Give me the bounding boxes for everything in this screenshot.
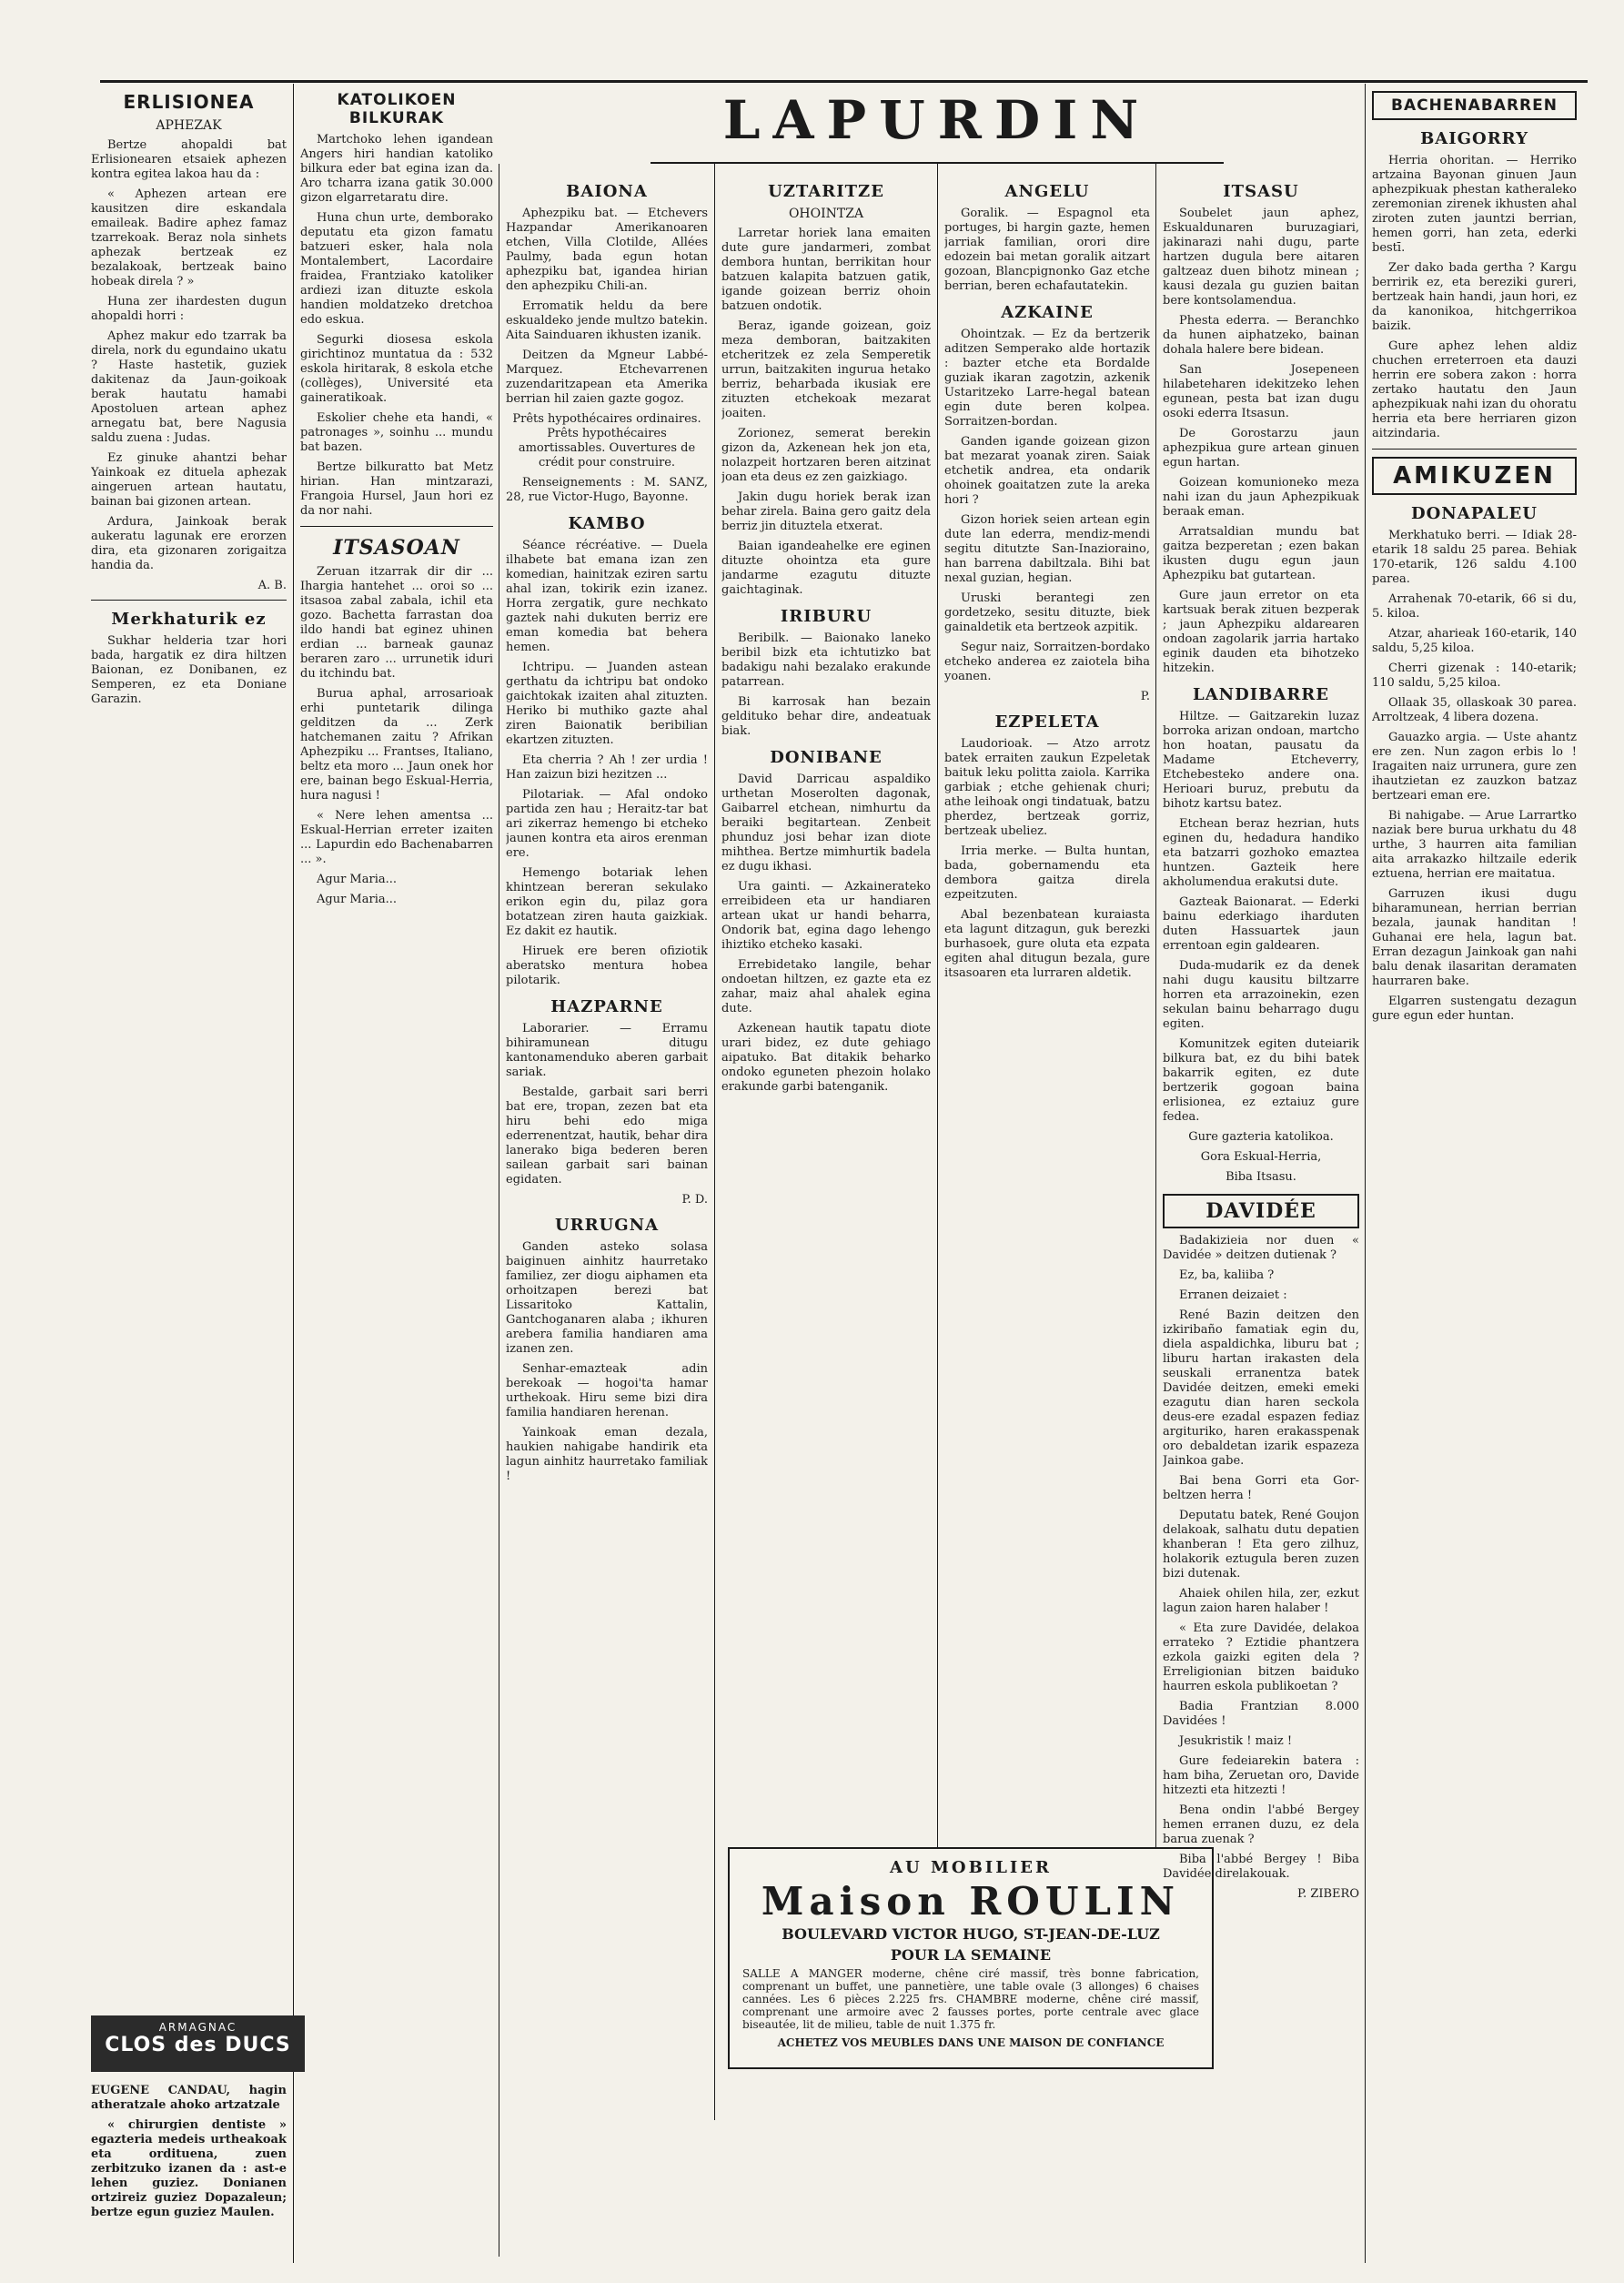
divider	[1372, 449, 1577, 450]
paragraph: San Josepeneen hilabeteharen idekitzeko lehen egunean, pesta bat izan dugu osoki ederra Itsasun.	[1163, 363, 1359, 420]
paragraph: Gazteak Baionarat. — Ederki bainu ederkiago iharduten duten Hassuartek jaun errentoan egin galdearen.	[1163, 895, 1359, 953]
paragraph: Segurki diosesa eskola girichtinoz muntatua da : 532 eskola hiritarak, 8 eskola etche (collèges), Université eta gaineratikoak.	[300, 333, 493, 405]
paragraph: Yainkoak eman dezala, haukien nahigabe handirik eta lagun ainhitz haurretako familiak !	[506, 1426, 708, 1483]
paragraph: Huna chun urte, demborako deputatu eta gizon famatu batzueri esker, hala nola Montalembert, Lacordaire fraidea, Frantziako katoliker ardiezi izan dituzte eskola handien moldatzeko dretchoa edo eskua.	[300, 211, 493, 327]
section-title-bachenabarren: BACHENABARREN	[1372, 91, 1577, 120]
ad-week: POUR LA SEMAINE	[890, 1946, 1052, 1964]
paragraph: Komunitzek egiten duteiarik bilkura bat, ez du bihi batek bakarrik egiten, ez dute bertzerik gogoan baina erlisionea, ez eztaiuz gure fedea.	[1163, 1037, 1359, 1124]
paragraph: Eskolier chehe eta handi, « patronages », soinhu ... mundu bat bazen.	[300, 411, 493, 454]
column-katolikoen-bilkurak	[300, 91, 493, 2257]
section-title-itsasu: ITSASU	[1223, 182, 1299, 201]
paragraph: Bai bena Gorri eta Gor-beltzen herra !	[1163, 1474, 1359, 1502]
paragraph: Gure aphez lehen aldiz chuchen erreterroen eta dauzi herrin ere sobera zakon : horra zertako hautatu den Jaun aphezpikuak nahi izan du ohoratu herria eta bere herriaren gizon aitzindaria.	[1372, 339, 1577, 440]
paragraph: René Bazin deitzen den izkiribaño famatiak egin du, diela aspaldichka, liburu bat ; liburu hartan irakasten dela seuskali erranentza batek Davidée deitzen, emeki emeki ezagutu dian haren seckola deus-ere ezadal espazen fediaz argituriko, haren erakasspenak oro debaldetan izarik espazeza Jainkoa gabe.	[1163, 1308, 1359, 1468]
section-title-angelu: ANGELU	[1004, 182, 1090, 201]
paragraph: Aphez makur edo tzarrak ba direla, nork du egundaino ukatu ? Haste hastetik, guziek dakitenaz da Jaun-goikoak berak hautatu hamabi Apostoluen artean aphez arnegatu bat, bere Nagusia saldu zuena : Judas.	[91, 329, 287, 445]
paragraph: Zeruan itzarrak dir dir ... Ihargia hantehet ... oroi so ... itsasoa zabal zabala, ichil eta gozo. Bachetta farrastan doa ildo handi bat eginez uhinen erdian ... barneak gaunaz beraren zaro ... urrunetik iduri du itchindu bat.	[300, 565, 493, 681]
paragraph: Herria ohoritan. — Herriko artzaina Bayonan ginuen Jaun aphezpikuak phestan katheraleko zeremonian zirenek ikhusten ahal ziroten zuten jauntzi berrian, hemen gorri, han zeta, ederki bestī.	[1372, 154, 1577, 255]
paragraph: David Darricau aspaldiko urthetan Moserolten dagonak, Gaibarrel etchean, nimhurtu da beraiki begitartean. Zenbeit phunduz josi behar izan diote mihthea. Bertze mimhurtik badela ez dugu ikhasi.	[721, 773, 931, 874]
paragraph: Larretar horiek lana emaiten dute gure jandarmeri, zombat dembora huntan, berrikitan hour batzuen kalapita batzuen gatik, igande goizean berriz ohoin batzuen ondotik.	[721, 227, 931, 313]
paragraph: Gizon horiek seien artean egin dute lan ederra, mendiz-mendi segitu ditutzte San-Inazioraino, han barrena dabiltzala. Bihi bat nexal guzian, hegian.	[944, 513, 1150, 585]
ad-footer: ACHETEZ VOS MEUBLES DANS UNE MAISON DE CONFIANCE	[777, 2036, 1165, 2049]
paragraph: Bertze bilkuratto bat Metz hirian. Han mintzarazi, Frangoia Hursel, Jaun hori ez da nor nahi.	[300, 460, 493, 518]
paragraph: Elgarren sustengatu dezagun gure egun eder huntan.	[1372, 995, 1577, 1023]
column-rule	[1155, 164, 1156, 1847]
section-title-merkhaturik: Merkhaturik ez	[111, 610, 267, 629]
paragraph: Bena ondin l'abbé Bergey hemen erranen duzu, ez dela barua zuenak ?	[1163, 1803, 1359, 1846]
column-erlisionea	[91, 91, 287, 2011]
paragraph: Cherri gizenak : 140-etarik; 110 saldu, 5,25 kiloa.	[1372, 662, 1577, 690]
paragraph: Hiruek ere beren ofiziotik aberatsko mentura hobea pilotarik.	[506, 945, 708, 987]
section-title-urrugna: URRUGNA	[554, 1216, 660, 1235]
column-rule	[714, 164, 715, 2120]
ad-body: « chirurgien dentiste » egazteria medeis urtheakoak eta ordituena, zuen zerbitzuko izanen da : ast-e lehen guziez. Donianen ortzireiz guziez Dopazaleun; bertze egun guziez Maulen.	[91, 2118, 287, 2219]
paragraph: Ura gainti. — Azkainerateko erreibideen eta ur handiaren artean ukat ur handi beharra, Ondorik bat, egina dago lehengo ihiztiko etcheko kasaki.	[721, 880, 931, 952]
paragraph: Ardura, Jainkoak berak aukeratu lagunak ere erorzen dira, eta gizonaren zorigaitza handia da.	[91, 515, 287, 572]
paragraph: Ollaak 35, ollaskoak 30 parea. Arroltzeak, 4 libera dozena.	[1372, 696, 1577, 724]
paragraph: Zer dako bada gertha ? Kargu berririk ez, eta bereziki gureri, bertzeak hain handi, jaun hori, ez da kanonikoa, hitchgerrikoa baizik.	[1372, 261, 1577, 333]
paragraph: Ganden igande goizean gizon bat mezarat yoanak ziren. Saiak etchetik andrea, eta ondarik ohoinek goaitatzen zute la areka hori ?	[944, 435, 1150, 507]
candau-ad	[91, 2084, 287, 2257]
column-angelu	[944, 173, 1150, 1838]
column-uztaritze	[721, 173, 931, 1838]
paragraph: « Eta zure Davidée, delakoa errateko ? Eztidie phantzera ezkola gaizki egiten dela ? Erreligionian bitzen baiduko haurren eskola publikoetan ?	[1163, 1621, 1359, 1693]
paragraph: Gure gazteria katolikoa.	[1188, 1130, 1334, 1144]
armagnac-ad	[91, 2015, 305, 2072]
maison-roulin-ad	[728, 1847, 1214, 2069]
paragraph: Laudorioak. — Atzo arrotz batek erraiten zaukun Ezpeletak baituk leku politta zaiola. Karrika garbiak ; etche gehienak churi; athe leihoak ongi tindatuak, batzu pherdez, bertzeak gorriz, bertzeak ubeliez.	[944, 737, 1150, 838]
section-title-davidee: DAVIDÉE	[1163, 1194, 1359, 1228]
paragraph: Errebidetako langile, behar ondoetan hiltzen, ez gazte eta ez zahar, maiz ahal ahalek egina dute.	[721, 958, 931, 1015]
paragraph: Gora Eskual-Herria,	[1200, 1150, 1322, 1164]
paragraph: Zorionez, semerat berekin gizon da, Azkenean hek jon eta, nolazpeit hortzaren beren aitzinat joan eta deus ez zen gaizkiago.	[721, 427, 931, 484]
paragraph: Etchean beraz hezrian, huts eginen du, hedadura handiko eta batzarri gozhoko emaztea huntzen. Gazteik here akholumendua erakutsi dute.	[1163, 817, 1359, 889]
paragraph: Goralik. — Espagnol eta portuges, bi hargin gazte, hemen jarriak familian, orori dire edozein bai metan goralik aitzart gozoan, Blancpignonko Gaz etche berrian, beren echafautatekin.	[944, 207, 1150, 293]
paragraph: Irria merke. — Bulta huntan, bada, gobernamendu eta dembora gaitza direla ezpeitzuten.	[944, 844, 1150, 902]
paragraph: Duda-mudarik ez da denek nahi dugu kausitu biltzarre horren eta arrazoinekin, ezen sekulan bainu beharrago dugu egiten.	[1163, 959, 1359, 1031]
section-title-iriburu: IRIBURU	[780, 607, 873, 626]
paragraph: Erromatik heldu da bere eskualdeko jende multzo batekin. Aita Sainduaren ikhusten izanik.	[506, 299, 708, 342]
paragraph: « Aphezen artean ere kausitzen dire eskandala emaileak. Badire aphez famaz tzarrekoak. Beraz nola sinhets aphezak bertzeak ez bezalakoak, bertzeak baino hobeak direla ? »	[91, 187, 287, 288]
paragraph: Badia Frantzian 8.000 Davidées !	[1163, 1700, 1359, 1728]
section-title-baiona: BAIONA	[566, 182, 648, 201]
paragraph: Merkhatuko berri. — Idiak 28-etarik 18 saldu 25 parea. Behiak 170-etarik, 126 saldu 4.100 parea.	[1372, 529, 1577, 586]
paragraph: Azkenean hautik tapatu diote urari bidez, ez dute gehiago aipatuko. Bat ditakik beharko ondoko eguneten phezoin holako erakunde garbi batenganik.	[721, 1022, 931, 1094]
paragraph: Ahaiek ohilen hila, zer, ezkut lagun zaion haren halaber !	[1163, 1587, 1359, 1615]
paragraph: Ichtripu. — Juanden astean gerthatu da ichtripu bat ondoko gaichtokak izaiten ahal zituzten. Heriko bi muthiko gazte ahal ziren Baionatik beribilian ekartzen zituzten.	[506, 661, 708, 747]
paragraph: Deputatu batek, René Goujon delakoak, salhatu dutu depatien khanberan ! Eta gero zilhuz, holakorik eztugula beren zuzen bizi dutenak.	[1163, 1509, 1359, 1581]
paragraph: Séance récréative. — Duela ilhabete bat emana izan zen komedian, hainitzak eziren sartu ahal izan, tokirik ezin izanez. Horra zergatik, gure nechkato gaztek nahi dukuten berriz ere eman komedia bat behera hemen.	[506, 539, 708, 654]
paragraph: Agur Maria...	[317, 873, 398, 886]
paragraph: Badakizieia nor duen « Davidée » deitzen dutienak ?	[1163, 1234, 1359, 1262]
paragraph: Huna zer ihardesten dugun ahopaldi horri :	[91, 295, 287, 323]
signature: A. B.	[257, 579, 287, 592]
ad-shop-name: Maison ROULIN	[761, 1879, 1181, 1924]
section-title-ezpeleta: EZPELETA	[994, 712, 1100, 732]
paragraph: Hemengo botariak lehen khintzean bereran sekulako erikon egin du, pilaz gora botatzean ziren hauta gaizkiak. Ez dakit ez hautik.	[506, 866, 708, 938]
column-rule	[1365, 84, 1366, 2263]
paragraph: Segur naiz, Sorraitzen-bordako etcheko anderea ez zaiotela biha yoanen.	[944, 641, 1150, 683]
section-title-amikuzen: AMIKUZEN	[1372, 457, 1577, 495]
section-title-hazparne: HAZPARNE	[550, 997, 663, 1016]
paragraph: Martchoko lehen igandean Angers hiri handian katoliko bilkura eder bat egina izan da. Aro tcharra izana gatik 30.000 gizon elgarretaratu dire.	[300, 133, 493, 205]
section-title-baigorry: BAIGORRY	[1420, 129, 1528, 148]
column-baiona	[506, 173, 708, 2257]
paragraph: Biba l'abbé Bergey ! Biba Davidée direlakouak.	[1163, 1853, 1359, 1881]
paragraph: Abal bezenbatean kuraiasta eta lagunt ditzagun, guk berezki burhasoek, gure oluta eta ezpata egiten ahal ditugun bezala, gure itsasoaren eta lurraren aldetik.	[944, 908, 1150, 980]
signature: P. ZIBERO	[1296, 1887, 1359, 1901]
section-subtitle: OHOINTZA	[788, 207, 864, 221]
section-title-donapaleu: DONAPALEU	[1411, 504, 1538, 523]
column-itsasu	[1163, 173, 1359, 2257]
divider	[300, 526, 493, 527]
section-subtitle: APHEZAK	[156, 118, 222, 133]
masthead: LAPURDIN	[722, 89, 1152, 151]
section-title-azkaine: AZKAINE	[1001, 303, 1094, 322]
paragraph: Erranen deizaiet :	[1179, 1288, 1287, 1302]
section-title-erlisionea: ERLISIONEA	[123, 91, 255, 113]
armagnac-ad-line2: CLOS des DUCS	[105, 2034, 291, 2056]
paragraph: Aphezpiku bat. — Etchevers Hazpandar Amerikanoaren etchen, Villa Clotilde, Allées Paulmy, bada egun hotan aphezpiku bat, igandea hirian den aphezpiku Chili-an.	[506, 207, 708, 293]
signature: P. D.	[681, 1193, 708, 1207]
top-rule	[100, 80, 1588, 83]
section-title-katolikoen-bilkurak: KATOLIKOEN BILKURAK	[337, 91, 457, 127]
paragraph: Burua aphal, arrosarioak erhi puntetarik dilinga gelditzen da ... Zerk hatchemanen zaitu ? Afrikan Aphezpiku ... Frantses, Italiano, beltz eta moro ... Jaun onek hor ere, bainan bego Eskual-Herria, hura nagusi !	[300, 687, 493, 803]
section-title-donibane: DONIBANE	[770, 748, 883, 767]
section-title-kambo: KAMBO	[568, 514, 646, 533]
paragraph: Uruski berantegi zen gordetzeko, sesitu dituzte, biek gainaldetik eta bertzeok azpitik.	[944, 591, 1150, 634]
ad-name: EUGENE CANDAU, hagin atheratzale ahoko artzatzale	[91, 2084, 287, 2112]
paragraph: Pilotariak. — Afal ondoko partida zen hau ; Heraitz-tar bat ari zikerraz hemengo bi etcheko jaunen kontra eta airos erenman ere.	[506, 788, 708, 860]
paragraph: Arrahenak 70-etarik, 66 si du, 5. kiloa.	[1372, 592, 1577, 621]
paragraph: Goizean komunioneko meza nahi izan du jaun Aphezpikuak beraak eman.	[1163, 476, 1359, 519]
paragraph: Ganden asteko solasa baiginuen ainhitz haurretako familiez, zer diogu aiphamen eta orhoitzapen berezi bat Lissaritoko Kattalin, Gantchoganaren alaba ; ikhuren arebera familia handiaren ama izanen zen.	[506, 1240, 708, 1356]
paragraph: Prêts hypothécaires ordinaires. Prêts hypothécaires amortissables. Ouvertures de crédit pour construire.	[512, 412, 701, 470]
paragraph: Biba Itsasu.	[1226, 1170, 1296, 1184]
paragraph: Beraz, igande goizean, goiz meza demboran, baitzakiten etcheritzek ez zela Semperetik urrun, baitzakiten ingurua hetako berriz, beharbada ikusiak ere zituzten etchekoak mezarat joaiten.	[721, 319, 931, 420]
paragraph: Atzar, aharieak 160-etarik, 140 saldu, 5,25 kiloa.	[1372, 627, 1577, 655]
paragraph: Laborarier. — Erramu bihiramunean ditugu kantonamenduko aberen garbait sariak.	[506, 1022, 708, 1079]
paragraph: Gure jaun erretor on eta kartsuak berak zituen bezperak ; jaun Aphezpiku aldarearen ondoan zagolarik jarria hartako eginik dauden eta bihotzeko hitzekin.	[1163, 589, 1359, 675]
paragraph: De Gorostarzu jaun aphezpikua gure artean ginuen egun hartan.	[1163, 427, 1359, 470]
paragraph: Sukhar helderia tzar hori bada, hargatik ez dira hiltzen Baionan, ez Donibanen, ez Semperen, ez eta Doniane Garazin.	[91, 634, 287, 706]
paragraph: Gure fedeiarekin batera : ham biha, Zeruetan oro, Davide hitzezti eta hitzezti !	[1163, 1754, 1359, 1797]
paragraph: Phesta ederra. — Beranchko da hunen aiphatzeko, bainan dohala halere bere bidean.	[1163, 314, 1359, 357]
paragraph: Soubelet jaun aphez, Eskualdunaren buruzagiari, jakinarazi nahi dugu, parte hartzen dugula bere aitaren galtzeaz duen bihotz minean ; kausi dezala gu guzien baitan bere kontsolamendua.	[1163, 207, 1359, 308]
paragraph: Bertze ahopaldi bat Erlisionearen etsaiek aphezen kontra egitea lakoa hau da :	[91, 138, 287, 181]
paragraph: Ez ginuke ahantzi behar Yainkoak ez dituela aphezak aingeruen artean hautatu, bainan bai gizonen artean.	[91, 451, 287, 509]
paragraph: Deitzen da Mgneur Labbé-Marquez. Etchevarrenen zuzendaritzapean eta Amerika berrian hil zaien gazte gogoz.	[506, 349, 708, 406]
divider	[91, 600, 287, 601]
paragraph: Beribilk. — Baionako laneko beribil bizk eta ichtutizko bat badakigu nahi bezalako erakunde patarrean.	[721, 631, 931, 689]
paragraph: Senhar-emazteak adin berekoak — hogoi'ta hamar urthekoak. Hiru seme bizi dira familia handiaren herenan.	[506, 1362, 708, 1419]
column-bachenabarren	[1372, 91, 1577, 2257]
paragraph: Bi nahigabe. — Arue Larrartko naziak bere burua urkhatu du 48 urthe, 3 haurren aita familian aita arrakazko hiltzaile ederik eztuena, herrian ere maitatua.	[1372, 809, 1577, 881]
paragraph: Arratsaldian mundu bat gaitza bezperetan ; ezen bakan ikusten dugu egun jaun Aphezpiku bat gutartean.	[1163, 525, 1359, 582]
paragraph: Bestalde, garbait sari berri bat ere, tropan, zezen bat eta hiru behi edo miga ederrenentzat, hautik, behar dira lanerako biga bederen beren sailean garbait sari bainan egidaten.	[506, 1086, 708, 1187]
paragraph: Jesukristik ! maiz !	[1179, 1734, 1293, 1748]
paragraph: Ohointzak. — Ez da bertzerik aditzen Semperako alde hortazik : bazter etche eta Bordalde guziak ikaran zagotzin, azkenik Ustaritzeko Larre-hegal batean egin dute beren kolpea. Sorraitzen-bordan.	[944, 328, 1150, 429]
paragraph: Jakin dugu horiek berak izan behar zirela. Baina gero gaitz dela berriz jin dituztela etxerat.	[721, 490, 931, 533]
paragraph: Ez, ba, kaliiba ?	[1179, 1268, 1275, 1282]
paragraph: Garruzen ikusi dugu biharamunean, herrian berrian bezala, jaunak handitan ! Guhanai ere hela, lagun bat. Erran dezagun Jainkoak gan nahi balu denak ilasaritan deramaten haurraren bake.	[1372, 887, 1577, 988]
section-title-uztaritze: UZTARITZE	[768, 182, 884, 201]
paragraph: Renseignements : M. SANZ, 28, rue Victor-Hugo, Bayonne.	[506, 476, 708, 504]
paragraph: Agur Maria...	[317, 893, 398, 906]
ad-header: AU MOBILIER	[890, 1858, 1052, 1877]
paragraph: Bi karrosak han bezain geldituko behar dire, andeatuak biak.	[721, 695, 931, 738]
ad-address: BOULEVARD VICTOR HUGO, ST-JEAN-DE-LUZ	[782, 1925, 1160, 1943]
signature: P.	[1140, 690, 1150, 703]
paragraph: Eta cherria ? Ah ! zer urdia ! Han zaizun bizi hezitzen ...	[506, 753, 708, 782]
paragraph: Gauazko argia. — Uste ahantz ere zen. Nun zagon erbis lo ! Iragaiten naiz urrunera, gure zen ihautzietan ez zauzkon batzaz bertzeari eman ere.	[1372, 731, 1577, 803]
section-title-landibarre: LANDIBARRE	[1193, 685, 1329, 704]
column-rule	[293, 84, 294, 2263]
armagnac-ad-line1: ARMAGNAC	[158, 2021, 237, 2034]
paragraph: « Nere lehen amentsa ... Eskual-Herrian erreter izaiten ... Lapurdin edo Bachenabarren ... ».	[300, 809, 493, 866]
paragraph: Hiltze. — Gaitzarekin luzaz borroka arizan ondoan, martcho hon hoatan, pausatu da Madame Etcheverry, Etchebesteko andere ona. Herioari buruz, prebutu da bihotz kartsu batez.	[1163, 710, 1359, 811]
column-rule	[937, 164, 938, 1847]
section-title-itsasoan: ITSASOAN	[333, 536, 460, 560]
ad-body: SALLE A MANGER moderne, chêne ciré massif, très bonne fabrication, comprenant un buffet, une pannetière, une table ovale (3 allonges) 6 chaises cannées. Les 6 pièces 2.225 frs. CHAMBRE moderne, chêne ciré massif, comprenant une armoire avec 2 fausses portes, porte centrale avec glace biseautée, lit de milieu, table de nuit 1.375 fr.	[742, 1967, 1199, 2031]
paragraph: Baian igandeahelke ere eginen dituzte ohointza eta gure jandarme ezagutu dituzte gaichtaginak.	[721, 540, 931, 597]
